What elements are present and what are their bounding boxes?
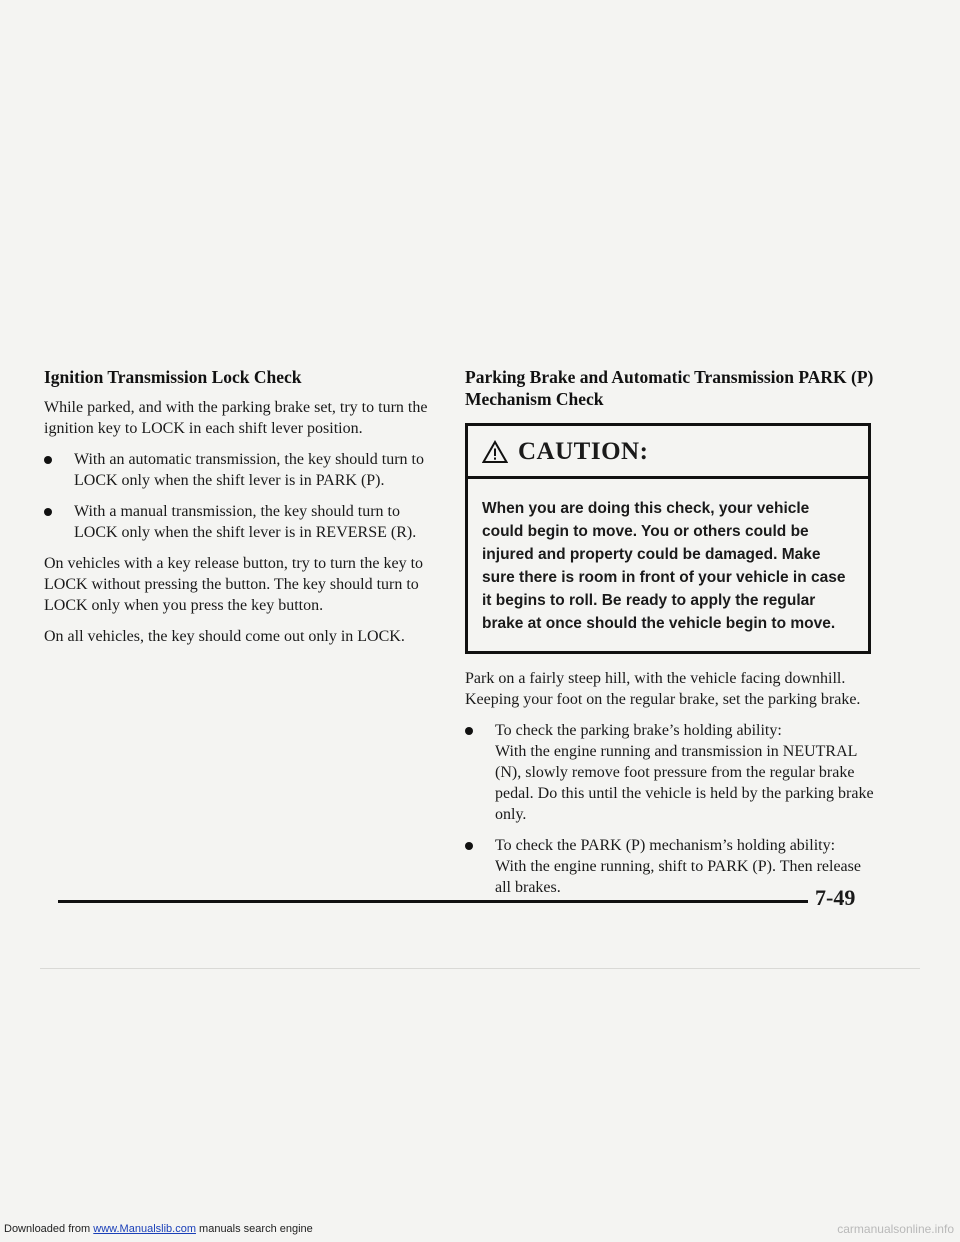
brake-check-list [465, 720, 875, 898]
all-vehicles-paragraph: On all vehicles, the key should come out only in LOCK. [44, 628, 405, 645]
list-item [465, 720, 875, 825]
parking-brake-check-text: With the engine running and transmission in NEUTRAL (N), slowly remove foot pressure from the regular brake pedal. Do this until the vehicle is held by the parking brake only. [495, 743, 874, 823]
caution-header [468, 426, 868, 479]
right-column [465, 366, 875, 908]
bullet-icon [44, 456, 52, 464]
caution-box [465, 423, 871, 654]
footer-suffix: manuals search engine [195, 1223, 313, 1235]
manualslib-link[interactable]: www.Manualslib.com [93, 1223, 196, 1235]
watermark: carmanualsonline.info [837, 1222, 954, 1236]
ignition-lock-intro: While parked, and with the parking brake set, try to turn the ignition key to LOCK in each shift lever position. [44, 399, 428, 437]
park-mechanism-check-lead: To check the PARK (P) mechanism’s holding ability: [495, 837, 836, 854]
list-item: With a manual transmission, the key should turn to LOCK only when the shift lever is in REVERSE (R). [44, 501, 439, 543]
bullet-icon [465, 842, 473, 850]
list-item [465, 835, 875, 898]
page-number: 7-49 [815, 885, 856, 910]
parking-brake-check-lead: To check the parking brake’s holding ability: [495, 722, 782, 739]
left-column [44, 366, 439, 657]
park-mechanism-check-text: With the engine running, shift to PARK (P). Then release all brakes. [495, 858, 861, 896]
caution-title: CAUTION: [518, 438, 649, 465]
ignition-lock-heading: Ignition Transmission Lock Check [44, 367, 302, 387]
hill-paragraph: Park on a fairly steep hill, with the vehicle facing downhill. Keeping your foot on the regular brake, set the parking brake. [465, 670, 861, 708]
caution-text: When you are doing this check, your vehicle could begin to move. You or others could be injured and property could be damaged. Make sure there is room in front of your vehicle in case it begins to roll. Be ready to apply the regular brake at once should the vehicle begin to move. [482, 500, 846, 632]
bullet-icon [44, 508, 52, 516]
list-item: With an automatic transmission, the key should turn to LOCK only when the shift lever is in PARK (P). [44, 449, 439, 491]
download-footer [4, 1223, 313, 1235]
ignition-lock-list [44, 449, 439, 543]
page-rule [58, 900, 808, 903]
warning-triangle-icon [482, 440, 508, 464]
scan-line [40, 968, 920, 969]
bullet-icon [465, 727, 473, 735]
key-release-paragraph: On vehicles with a key release button, try to turn the key to LOCK without pressing the button. The key should turn to LOCK only when you press the key button. [44, 555, 424, 614]
park-mechanism-heading: Parking Brake and Automatic Transmission PARK (P) Mechanism Check [465, 367, 874, 409]
footer-prefix: Downloaded from [4, 1223, 94, 1235]
